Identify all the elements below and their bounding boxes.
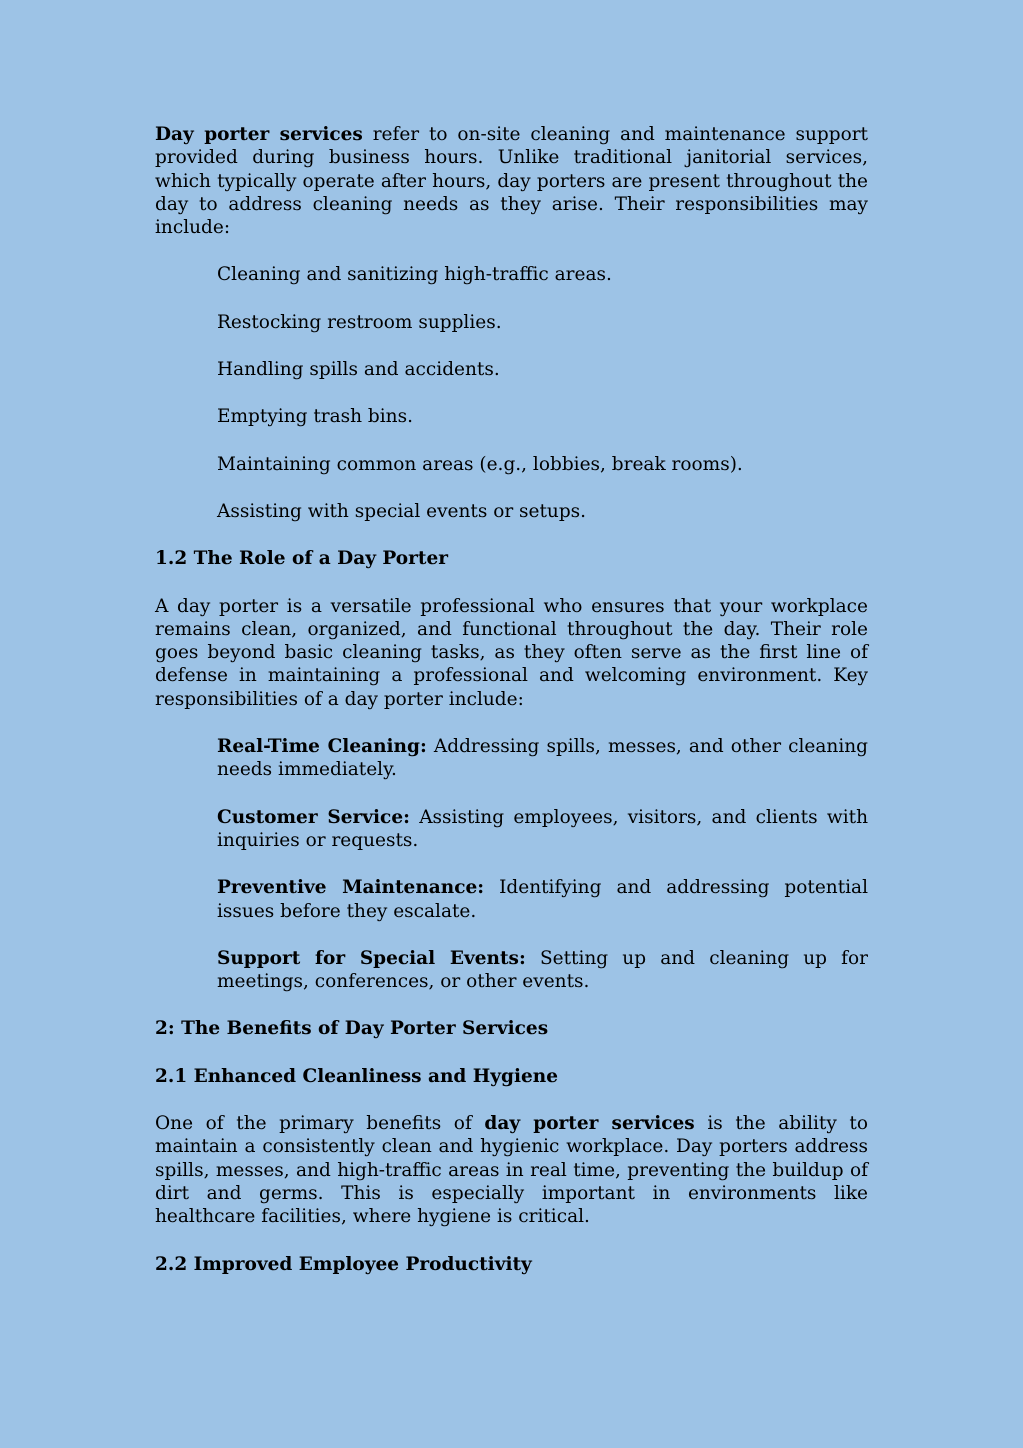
- intro-paragraph: [155, 123, 868, 239]
- responsibility-item: Emptying trash bins.: [217, 406, 413, 428]
- cleanliness-paragraph: [155, 1112, 868, 1228]
- responsibility-item: Restocking restroom supplies.: [217, 311, 502, 333]
- responsibility-item: Assisting with special events or setups.: [217, 500, 587, 522]
- role-paragraph: A day porter is a versatile professional who ensures that your workplace remains clean, organized, and functional throughout the day. Their role goes beyond basic cleaning tasks, as they often serve as the first line of defense in maintaining a professional and welcoming environment. Key responsibilities of a day porter include:: [155, 595, 868, 710]
- role-item-text: Identifying and addressing potential issues before they escalate.: [217, 877, 868, 922]
- document-page: [155, 123, 868, 1300]
- cleanliness-text-before: One of the primary benefits of: [155, 1113, 485, 1135]
- role-item-text: Assisting employees, visitors, and clients with inquiries or requests.: [217, 806, 868, 851]
- section-heading-2-2: 2.2 Improved Employee Productivity: [155, 1253, 532, 1275]
- role-item-label: Customer Service:: [217, 806, 410, 828]
- role-item-label: Real-Time Cleaning:: [217, 736, 427, 758]
- role-item: [217, 876, 868, 923]
- role-item: [217, 735, 868, 782]
- role-item-label: Support for Special Events:: [217, 947, 526, 969]
- role-item-text: Addressing spills, messes, and other cleaning needs immediately.: [217, 736, 868, 781]
- cleanliness-text-after: is the ability to maintain a consistently clean and hygienic workplace. Day porters address spills, messes, and high-traffic areas in real time, preventing the buildup of dirt and germs. This is especially important in environments like healthcare facilities, where hygiene is critical.: [155, 1113, 868, 1228]
- intro-bold-lead: Day porter services: [155, 124, 363, 145]
- role-item-text: Setting up and cleaning up for meetings, conferences, or other events.: [217, 947, 868, 993]
- cleanliness-bold: day porter services: [484, 1113, 695, 1135]
- role-item-label: Preventive Maintenance:: [217, 877, 485, 899]
- section-heading-2-1: 2.1 Enhanced Cleanliness and Hygiene: [155, 1065, 558, 1087]
- responsibility-item: Maintaining common areas (e.g., lobbies, break rooms).: [217, 453, 743, 475]
- section-heading-1-2: 1.2 The Role of a Day Porter: [155, 548, 448, 570]
- intro-text: refer to on-site cleaning and maintenance support provided during business hours. Unlike traditional janitorial services, which typically operate after hours, day porters are present throughout the day to address cleaning needs as they arise. Their responsibilities may include:: [155, 124, 868, 239]
- responsibility-item: Handling spills and accidents.: [217, 359, 500, 381]
- section-heading-2: 2: The Benefits of Day Porter Services: [155, 1018, 549, 1040]
- role-item: [217, 806, 868, 853]
- responsibility-item: Cleaning and sanitizing high-traffic areas.: [217, 264, 612, 286]
- role-item: [217, 947, 868, 994]
